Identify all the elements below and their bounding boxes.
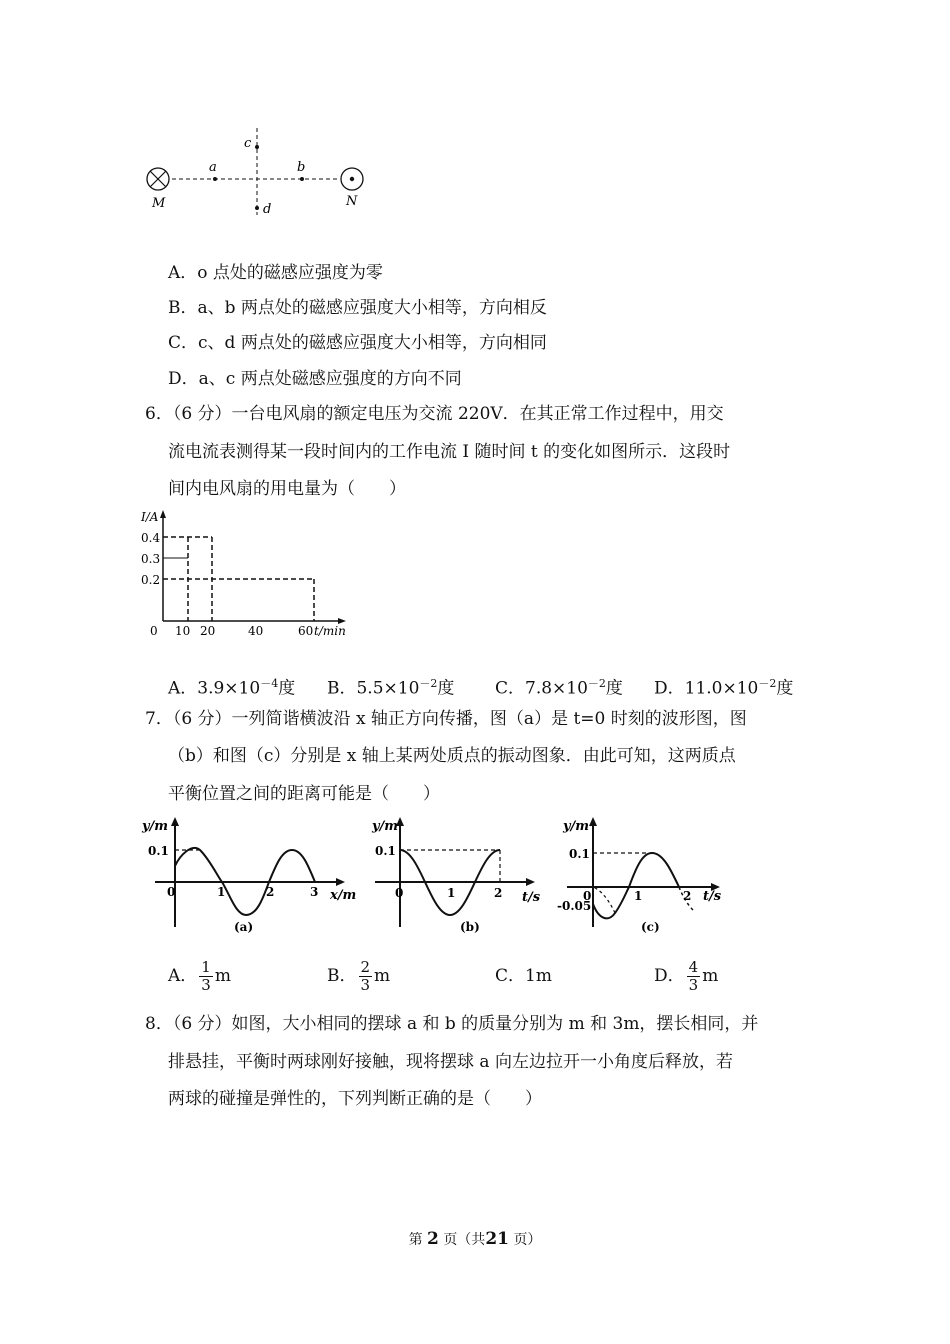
svg-text:0.4: 0.4 — [141, 531, 161, 545]
total-pages: 21 — [485, 1229, 509, 1249]
svg-text:0.3: 0.3 — [141, 552, 161, 566]
svg-text:x/m: x/m — [330, 888, 357, 903]
svg-text:0.1: 0.1 — [375, 844, 396, 858]
svg-text:0: 0 — [150, 624, 158, 638]
q6-ylabel: I/A — [141, 510, 159, 524]
svg-text:2: 2 — [494, 886, 503, 900]
q6-line-1: 6．（6 分）一台电风扇的额定电压为交流 220V．在其正常工作过程中，用交 — [145, 404, 724, 424]
q5-option-d: D．a、c 两点处磁感应强度的方向不同 — [168, 369, 462, 389]
q8-line-2: 排悬挂，平衡时两球刚好接触，现将摆球 a 向左边拉开一小角度后释放，若 — [168, 1052, 733, 1072]
q6-option-a: A．$3.9\times 10^{-4}$度 — [168, 677, 296, 699]
q7-option-d: D． $\frac{4}{3}$ m — [654, 958, 719, 994]
svg-text:y/m: y/m — [142, 819, 169, 834]
page-footer: 第 2 页（共21 页） — [408, 1229, 542, 1249]
q6-current-graph — [138, 508, 353, 643]
svg-text:0: 0 — [167, 885, 176, 899]
q7-option-b: B． $\frac{2}{3}$ m — [327, 958, 391, 994]
svg-text:1: 1 — [447, 886, 456, 900]
magnet-figure — [140, 125, 380, 220]
label-m: M — [152, 196, 166, 211]
svg-text:1: 1 — [217, 885, 226, 899]
svg-text:0: 0 — [583, 889, 592, 903]
svg-text:0: 0 — [395, 886, 404, 900]
q7-line-3: 平衡位置之间的距离可能是（ ） — [168, 784, 440, 804]
svg-text:40: 40 — [248, 624, 264, 638]
svg-text:(a): (a) — [234, 920, 254, 934]
q8-line-1: 8．（6 分）如图，大小相同的摆球 a 和 b 的质量分别为 m 和 3m，摆长相同，并 — [145, 1014, 759, 1034]
svg-text:-0.05: -0.05 — [557, 899, 592, 913]
q7-line-2: （b）和图（c）分别是 x 轴上某两处质点的振动图象．由此可知，这两质点 — [168, 746, 736, 766]
svg-text:0.2: 0.2 — [141, 573, 161, 587]
label-b: b — [297, 160, 306, 175]
current-page: 2 — [427, 1229, 439, 1249]
q7-graph-a — [140, 815, 365, 940]
q6-line-2: 流电流表测得某一段时间内的工作电流 I 随时间 t 的变化如图所示．这段时 — [168, 442, 731, 462]
q7-graph-c — [555, 815, 730, 940]
svg-text:t/s: t/s — [522, 890, 541, 905]
q7-graph-b — [370, 815, 555, 940]
svg-text:60: 60 — [298, 624, 314, 638]
q6-xunit: t/min — [314, 624, 346, 638]
svg-text:2: 2 — [266, 885, 275, 899]
q6-option-b: B．$5.5\times 10^{-2}$度 — [327, 677, 455, 699]
q6-line-3: 间内电风扇的用电量为（ ） — [168, 479, 406, 499]
q5-option-c: C．c、d 两点处的磁感应强度大小相等，方向相同 — [168, 333, 547, 353]
svg-text:10: 10 — [175, 624, 191, 638]
svg-text:0.1: 0.1 — [148, 844, 169, 858]
q5-option-b: B．a、b 两点处的磁感应强度大小相等，方向相反 — [168, 298, 547, 318]
q6-option-c: C．$7.8\times 10^{-2}$度 — [495, 677, 623, 699]
label-n: N — [346, 194, 358, 209]
q5-option-a: A．o 点处的磁感应强度为零 — [168, 263, 383, 283]
svg-text:1: 1 — [634, 889, 643, 903]
q7-option-a: A． $\frac{1}{3}$ m — [168, 958, 231, 994]
svg-text:3: 3 — [310, 885, 319, 899]
svg-text:(b): (b) — [460, 920, 480, 934]
svg-text:(c): (c) — [641, 920, 660, 934]
q6-option-d: D．$11.0\times 10^{-2}$度 — [654, 677, 794, 699]
label-d: d — [263, 202, 272, 217]
svg-text:y/m: y/m — [563, 819, 590, 834]
svg-text:t/s: t/s — [703, 889, 722, 904]
q8-line-3: 两球的碰撞是弹性的，下列判断正确的是（ ） — [168, 1089, 542, 1109]
svg-text:2: 2 — [683, 889, 692, 903]
svg-text:0.1: 0.1 — [569, 847, 590, 861]
label-a: a — [209, 160, 217, 175]
label-c: c — [244, 136, 252, 151]
svg-text:20: 20 — [200, 624, 216, 638]
svg-text:y/m: y/m — [372, 819, 399, 834]
q7-option-c: C．1m — [495, 966, 552, 986]
q7-line-1: 7．（6 分）一列简谐横波沿 x 轴正方向传播，图（a）是 t=0 时刻的波形图，图 — [145, 709, 747, 729]
